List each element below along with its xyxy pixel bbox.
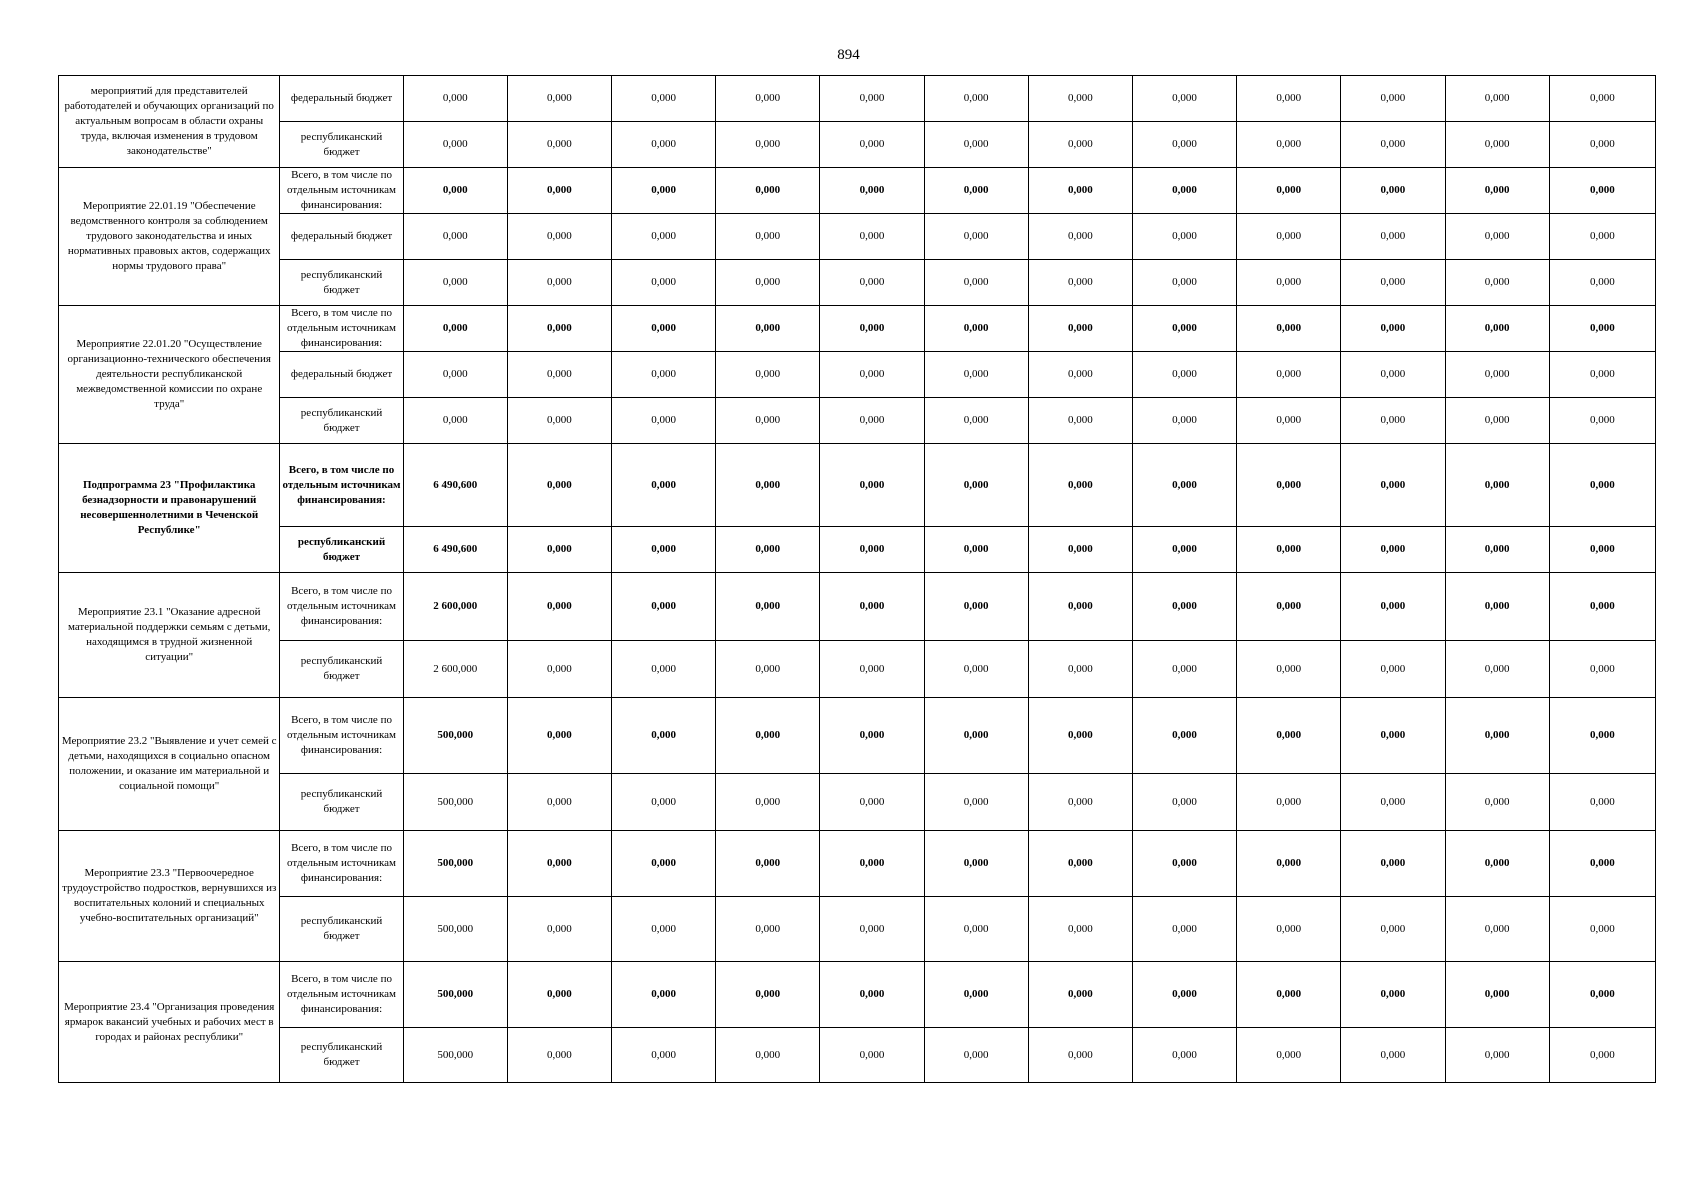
table-row	[59, 897, 1656, 962]
funding-source-cell: Всего, в том числе по отдельным источникам финансирования:	[280, 168, 403, 214]
value-cell: 0,000	[1341, 527, 1445, 573]
value-cell: 0,000	[1445, 352, 1549, 398]
value-cell: 0,000	[1445, 527, 1549, 573]
value-cell: 0,000	[612, 774, 716, 831]
value-cell: 0,000	[716, 214, 820, 260]
value-cell: 0,000	[1132, 352, 1236, 398]
value-cell: 0,000	[1132, 168, 1236, 214]
value-cell: 0,000	[612, 122, 716, 168]
funding-source-cell: республиканский бюджет	[280, 260, 403, 306]
value-cell: 0,000	[1341, 306, 1445, 352]
funding-source-cell: республиканский бюджет	[280, 527, 403, 573]
value-cell: 0,000	[924, 214, 1028, 260]
value-cell: 0,000	[1132, 260, 1236, 306]
value-cell: 0,000	[1132, 698, 1236, 774]
program-name-cell: Мероприятие 23.4 "Организация проведения ярмарок вакансий учебных и рабочих мест в городах и районах республики"	[59, 962, 280, 1083]
value-cell: 0,000	[716, 168, 820, 214]
value-cell: 0,000	[820, 774, 924, 831]
value-cell: 0,000	[1132, 962, 1236, 1028]
value-cell: 0,000	[716, 698, 820, 774]
table-row	[59, 1028, 1656, 1083]
value-cell: 500,000	[403, 698, 507, 774]
value-cell: 0,000	[1445, 897, 1549, 962]
value-cell: 0,000	[820, 214, 924, 260]
value-cell: 0,000	[1445, 1028, 1549, 1083]
value-cell: 0,000	[716, 962, 820, 1028]
table-row	[59, 352, 1656, 398]
value-cell: 0,000	[1445, 698, 1549, 774]
value-cell: 0,000	[924, 527, 1028, 573]
table-row	[59, 306, 1656, 352]
value-cell: 0,000	[1237, 1028, 1341, 1083]
value-cell: 0,000	[1549, 76, 1655, 122]
program-name-cell: Подпрограмма 23 "Профилактика безнадзорности и правонарушений несовершеннолетними в Чеченской Республике"	[59, 444, 280, 573]
value-cell: 0,000	[1028, 122, 1132, 168]
table-row	[59, 641, 1656, 698]
value-cell: 0,000	[612, 76, 716, 122]
value-cell: 0,000	[1132, 398, 1236, 444]
value-cell: 0,000	[1028, 774, 1132, 831]
value-cell: 0,000	[1549, 444, 1655, 527]
value-cell: 0,000	[1341, 831, 1445, 897]
value-cell: 0,000	[1445, 76, 1549, 122]
value-cell: 0,000	[1445, 122, 1549, 168]
value-cell: 0,000	[924, 774, 1028, 831]
value-cell: 0,000	[1549, 527, 1655, 573]
value-cell: 0,000	[820, 831, 924, 897]
value-cell: 0,000	[716, 306, 820, 352]
value-cell: 0,000	[1341, 352, 1445, 398]
value-cell: 0,000	[1341, 76, 1445, 122]
table-row	[59, 527, 1656, 573]
value-cell: 0,000	[716, 641, 820, 698]
value-cell: 0,000	[924, 76, 1028, 122]
value-cell: 0,000	[1237, 962, 1341, 1028]
value-cell: 500,000	[403, 962, 507, 1028]
value-cell: 0,000	[716, 527, 820, 573]
program-name-cell: Мероприятие 22.01.20 "Осуществление организационно-технического обеспечения деятельности республиканской межведомственной комиссии по охране труда"	[59, 306, 280, 444]
value-cell: 0,000	[612, 214, 716, 260]
value-cell: 0,000	[924, 831, 1028, 897]
value-cell: 0,000	[403, 168, 507, 214]
value-cell: 0,000	[1132, 831, 1236, 897]
value-cell: 0,000	[1341, 698, 1445, 774]
value-cell: 0,000	[1445, 831, 1549, 897]
value-cell: 0,000	[820, 962, 924, 1028]
value-cell: 0,000	[1445, 306, 1549, 352]
value-cell: 0,000	[924, 573, 1028, 641]
funding-source-cell: Всего, в том числе по отдельным источникам финансирования:	[280, 962, 403, 1028]
value-cell: 0,000	[1028, 352, 1132, 398]
value-cell: 0,000	[1237, 527, 1341, 573]
value-cell: 0,000	[820, 641, 924, 698]
value-cell: 0,000	[507, 444, 611, 527]
value-cell: 0,000	[1341, 214, 1445, 260]
value-cell: 0,000	[924, 698, 1028, 774]
value-cell: 0,000	[1237, 573, 1341, 641]
value-cell: 0,000	[1341, 1028, 1445, 1083]
program-name-cell: Мероприятие 23.1 "Оказание адресной материальной поддержки семьям с детьми, находящимся в трудной жизненной ситуации"	[59, 573, 280, 698]
funding-source-cell: федеральный бюджет	[280, 76, 403, 122]
value-cell: 0,000	[716, 260, 820, 306]
value-cell: 0,000	[1341, 962, 1445, 1028]
value-cell: 0,000	[507, 306, 611, 352]
budget-table	[58, 75, 1656, 1083]
value-cell: 0,000	[924, 168, 1028, 214]
value-cell: 0,000	[1549, 641, 1655, 698]
value-cell: 0,000	[924, 260, 1028, 306]
value-cell: 0,000	[1028, 831, 1132, 897]
value-cell: 0,000	[1028, 76, 1132, 122]
value-cell: 0,000	[716, 398, 820, 444]
value-cell: 0,000	[1132, 527, 1236, 573]
value-cell: 0,000	[1132, 76, 1236, 122]
value-cell: 0,000	[403, 260, 507, 306]
value-cell: 0,000	[612, 641, 716, 698]
value-cell: 0,000	[507, 260, 611, 306]
value-cell: 0,000	[716, 352, 820, 398]
value-cell: 500,000	[403, 897, 507, 962]
value-cell: 0,000	[716, 897, 820, 962]
value-cell: 0,000	[820, 897, 924, 962]
value-cell: 0,000	[820, 122, 924, 168]
value-cell: 0,000	[507, 698, 611, 774]
page-number: 894	[837, 47, 860, 63]
value-cell: 0,000	[612, 1028, 716, 1083]
value-cell: 0,000	[716, 444, 820, 527]
value-cell: 6 490,600	[403, 527, 507, 573]
value-cell: 0,000	[507, 962, 611, 1028]
value-cell: 0,000	[507, 398, 611, 444]
value-cell: 0,000	[1445, 962, 1549, 1028]
program-name-cell: Мероприятие 22.01.19 "Обеспечение ведомственного контроля за соблюдением трудового законодательства и иных нормативных правовых актов, содержащих нормы трудового права"	[59, 168, 280, 306]
funding-source-cell: Всего, в том числе по отдельным источникам финансирования:	[280, 831, 403, 897]
value-cell: 0,000	[1341, 168, 1445, 214]
value-cell: 0,000	[1237, 444, 1341, 527]
value-cell: 0,000	[403, 398, 507, 444]
value-cell: 0,000	[1132, 1028, 1236, 1083]
value-cell: 0,000	[1028, 573, 1132, 641]
value-cell: 0,000	[1549, 698, 1655, 774]
value-cell: 0,000	[1549, 398, 1655, 444]
value-cell: 0,000	[924, 306, 1028, 352]
table-row	[59, 168, 1656, 214]
funding-source-cell: федеральный бюджет	[280, 352, 403, 398]
value-cell: 0,000	[1549, 122, 1655, 168]
value-cell: 0,000	[1028, 398, 1132, 444]
value-cell: 0,000	[1132, 897, 1236, 962]
value-cell: 0,000	[612, 698, 716, 774]
value-cell: 0,000	[1445, 573, 1549, 641]
value-cell: 0,000	[1028, 444, 1132, 527]
value-cell: 0,000	[1445, 260, 1549, 306]
value-cell: 500,000	[403, 831, 507, 897]
value-cell: 0,000	[507, 214, 611, 260]
value-cell: 0,000	[403, 214, 507, 260]
value-cell: 0,000	[1132, 641, 1236, 698]
table-row	[59, 573, 1656, 641]
value-cell: 0,000	[820, 76, 924, 122]
value-cell: 0,000	[1237, 831, 1341, 897]
table-row	[59, 444, 1656, 527]
value-cell: 0,000	[1132, 774, 1236, 831]
value-cell: 0,000	[924, 1028, 1028, 1083]
value-cell: 0,000	[1445, 168, 1549, 214]
value-cell: 0,000	[1237, 306, 1341, 352]
value-cell: 0,000	[1549, 260, 1655, 306]
value-cell: 0,000	[820, 306, 924, 352]
table-row	[59, 962, 1656, 1028]
value-cell: 0,000	[820, 168, 924, 214]
funding-source-cell: республиканский бюджет	[280, 122, 403, 168]
value-cell: 0,000	[1445, 444, 1549, 527]
value-cell: 0,000	[1132, 573, 1236, 641]
value-cell: 0,000	[1028, 260, 1132, 306]
value-cell: 0,000	[1445, 641, 1549, 698]
value-cell: 6 490,600	[403, 444, 507, 527]
value-cell: 0,000	[820, 444, 924, 527]
funding-source-cell: республиканский бюджет	[280, 641, 403, 698]
value-cell: 0,000	[1341, 398, 1445, 444]
funding-source-cell: Всего, в том числе по отдельным источникам финансирования:	[280, 444, 403, 527]
funding-source-cell: республиканский бюджет	[280, 897, 403, 962]
value-cell: 0,000	[1237, 260, 1341, 306]
value-cell: 0,000	[612, 398, 716, 444]
value-cell: 0,000	[924, 897, 1028, 962]
value-cell: 0,000	[403, 122, 507, 168]
value-cell: 0,000	[1237, 774, 1341, 831]
value-cell: 0,000	[1445, 214, 1549, 260]
value-cell: 0,000	[924, 444, 1028, 527]
value-cell: 0,000	[612, 831, 716, 897]
value-cell: 0,000	[1237, 897, 1341, 962]
value-cell: 0,000	[612, 527, 716, 573]
value-cell: 0,000	[1341, 260, 1445, 306]
value-cell: 0,000	[507, 1028, 611, 1083]
program-name-cell: Мероприятие 23.3 "Первоочередное трудоустройство подростков, вернувшихся из воспитательных колоний и специальных учебно-воспитательных организаций"	[59, 831, 280, 962]
value-cell: 0,000	[820, 573, 924, 641]
table-row	[59, 774, 1656, 831]
funding-source-cell: Всего, в том числе по отдельным источникам финансирования:	[280, 573, 403, 641]
value-cell: 0,000	[1132, 444, 1236, 527]
value-cell: 0,000	[820, 260, 924, 306]
value-cell: 0,000	[820, 527, 924, 573]
value-cell: 0,000	[820, 1028, 924, 1083]
value-cell: 0,000	[716, 831, 820, 897]
value-cell: 0,000	[1237, 168, 1341, 214]
value-cell: 0,000	[924, 641, 1028, 698]
value-cell: 0,000	[1028, 897, 1132, 962]
value-cell: 0,000	[1341, 122, 1445, 168]
value-cell: 0,000	[507, 831, 611, 897]
value-cell: 0,000	[716, 774, 820, 831]
value-cell: 0,000	[1028, 168, 1132, 214]
value-cell: 0,000	[924, 962, 1028, 1028]
value-cell: 0,000	[1341, 774, 1445, 831]
value-cell: 0,000	[1341, 641, 1445, 698]
value-cell: 0,000	[1549, 774, 1655, 831]
value-cell: 0,000	[1028, 641, 1132, 698]
value-cell: 0,000	[507, 168, 611, 214]
table-row	[59, 398, 1656, 444]
value-cell: 0,000	[1237, 214, 1341, 260]
value-cell: 0,000	[507, 122, 611, 168]
value-cell: 0,000	[1132, 214, 1236, 260]
value-cell: 0,000	[1132, 122, 1236, 168]
table-row	[59, 260, 1656, 306]
value-cell: 0,000	[1549, 573, 1655, 641]
value-cell: 0,000	[1028, 527, 1132, 573]
program-name-cell: Мероприятие 23.2 "Выявление и учет семей с детьми, находящихся в социально опасном положении, и оказание им материальной и социальной помощи"	[59, 698, 280, 831]
value-cell: 0,000	[1549, 214, 1655, 260]
table-body	[59, 76, 1656, 1083]
value-cell: 0,000	[1341, 444, 1445, 527]
value-cell: 0,000	[1028, 962, 1132, 1028]
value-cell: 0,000	[1445, 774, 1549, 831]
value-cell: 500,000	[403, 774, 507, 831]
value-cell: 0,000	[1237, 122, 1341, 168]
value-cell: 0,000	[1445, 398, 1549, 444]
funding-source-cell: республиканский бюджет	[280, 398, 403, 444]
value-cell: 0,000	[1028, 306, 1132, 352]
value-cell: 0,000	[403, 76, 507, 122]
program-name-cell: мероприятий для представителей работодателей и обучающих организаций по актуальным вопросам в области охраны труда, включая изменения в трудовом законодательстве"	[59, 76, 280, 168]
value-cell: 0,000	[612, 260, 716, 306]
value-cell: 0,000	[1549, 831, 1655, 897]
value-cell: 0,000	[612, 168, 716, 214]
value-cell: 0,000	[507, 641, 611, 698]
value-cell: 0,000	[507, 774, 611, 831]
value-cell: 0,000	[507, 352, 611, 398]
value-cell: 0,000	[1028, 214, 1132, 260]
value-cell: 0,000	[403, 352, 507, 398]
value-cell: 0,000	[1237, 698, 1341, 774]
value-cell: 0,000	[1237, 641, 1341, 698]
value-cell: 0,000	[1549, 1028, 1655, 1083]
value-cell: 0,000	[612, 306, 716, 352]
value-cell: 0,000	[716, 122, 820, 168]
value-cell: 0,000	[1341, 573, 1445, 641]
value-cell: 0,000	[716, 573, 820, 641]
value-cell: 0,000	[924, 398, 1028, 444]
value-cell: 0,000	[507, 573, 611, 641]
value-cell: 0,000	[612, 352, 716, 398]
value-cell: 0,000	[1341, 897, 1445, 962]
table-row	[59, 122, 1656, 168]
value-cell: 0,000	[507, 527, 611, 573]
value-cell: 0,000	[820, 352, 924, 398]
value-cell: 0,000	[1549, 168, 1655, 214]
value-cell: 0,000	[1028, 698, 1132, 774]
value-cell: 0,000	[1549, 897, 1655, 962]
value-cell: 0,000	[507, 76, 611, 122]
value-cell: 0,000	[1132, 306, 1236, 352]
value-cell: 0,000	[1237, 398, 1341, 444]
value-cell: 0,000	[612, 962, 716, 1028]
funding-source-cell: республиканский бюджет	[280, 1028, 403, 1083]
value-cell: 0,000	[1237, 76, 1341, 122]
value-cell: 0,000	[1549, 962, 1655, 1028]
funding-source-cell: Всего, в том числе по отдельным источникам финансирования:	[280, 306, 403, 352]
value-cell: 2 600,000	[403, 641, 507, 698]
value-cell: 0,000	[612, 897, 716, 962]
table-row	[59, 214, 1656, 260]
value-cell: 0,000	[403, 306, 507, 352]
value-cell: 0,000	[924, 352, 1028, 398]
value-cell: 500,000	[403, 1028, 507, 1083]
table-row	[59, 831, 1656, 897]
value-cell: 0,000	[612, 573, 716, 641]
value-cell: 2 600,000	[403, 573, 507, 641]
value-cell: 0,000	[1549, 306, 1655, 352]
value-cell: 0,000	[1549, 352, 1655, 398]
table-row	[59, 76, 1656, 122]
value-cell: 0,000	[1237, 352, 1341, 398]
value-cell: 0,000	[820, 698, 924, 774]
value-cell: 0,000	[716, 1028, 820, 1083]
value-cell: 0,000	[924, 122, 1028, 168]
value-cell: 0,000	[1028, 1028, 1132, 1083]
funding-source-cell: Всего, в том числе по отдельным источникам финансирования:	[280, 698, 403, 774]
value-cell: 0,000	[507, 897, 611, 962]
value-cell: 0,000	[716, 76, 820, 122]
value-cell: 0,000	[612, 444, 716, 527]
value-cell: 0,000	[820, 398, 924, 444]
table-row	[59, 698, 1656, 774]
funding-source-cell: республиканский бюджет	[280, 774, 403, 831]
funding-source-cell: федеральный бюджет	[280, 214, 403, 260]
